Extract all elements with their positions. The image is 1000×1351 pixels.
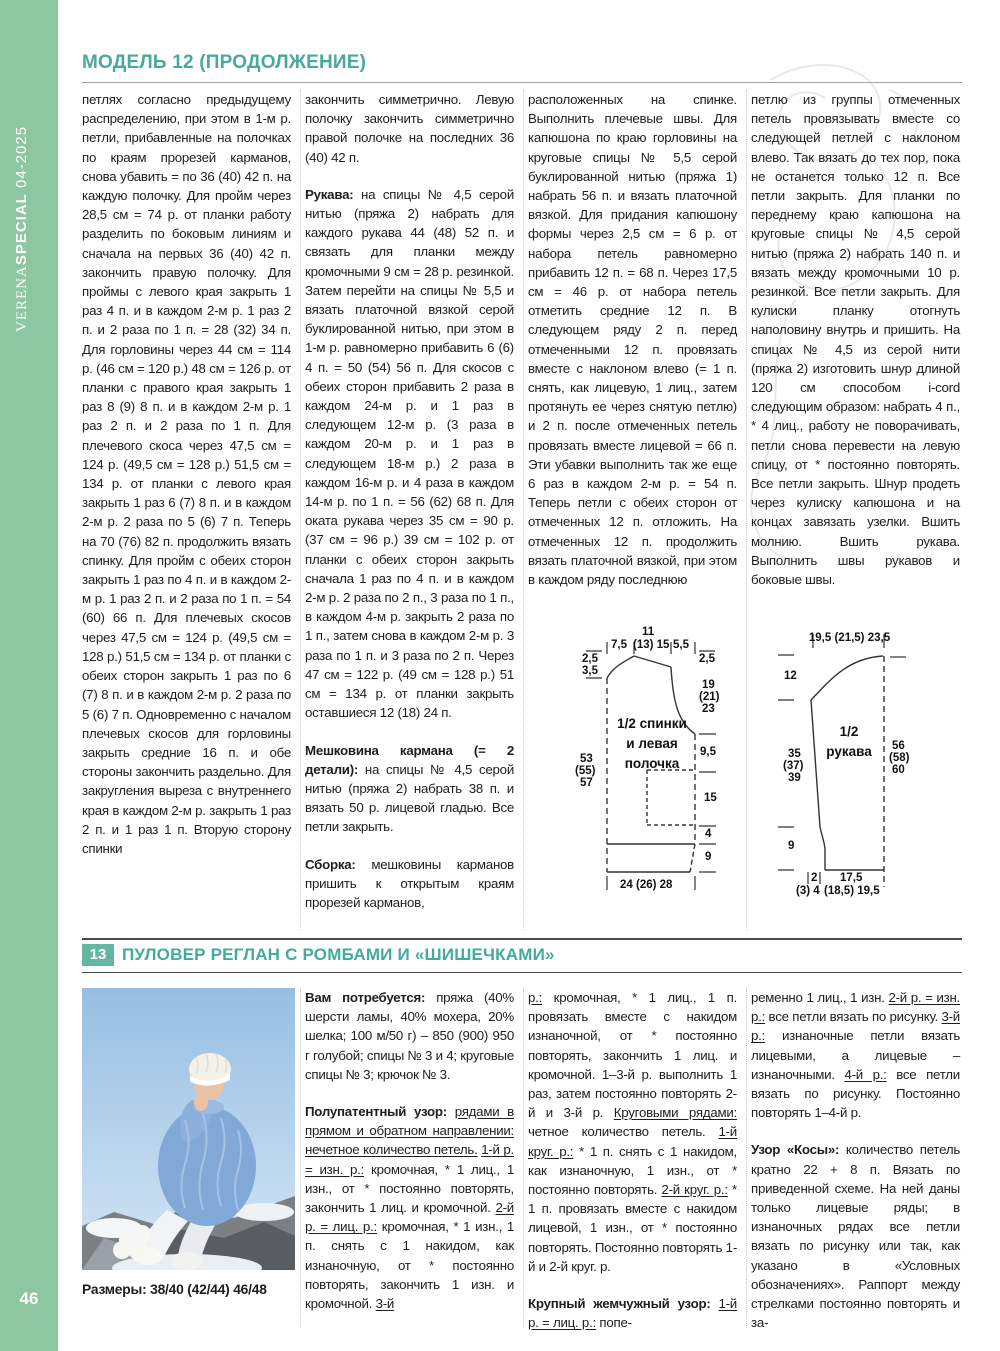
dim-label: 60 <box>892 764 905 776</box>
body-paragraph: р.: кромочная, * 1 лиц., 1 п. провязать вместе с накидом изнаночной, от * постоянно повторять, закончить 1 лиц. и кромочной. 1–3-й р. выполнить 1 раз, затем постоянно повторять 2-й и 3-й р. Круговыми рядами: четное количество петель. 1-й круг. р.: * 1 п. снять с 1 накидом, как изнаночную, 1 изн., от * постоянно повторять. 2-й круг. р.: * 1 п. провязать вместе с накидом лицевой, 1 изн., от * постоянно повторять. Постоянно повторять 1-й и 2-й круг. р. <box>528 990 737 1274</box>
dim-label: 2 <box>811 872 818 884</box>
dim-label: 11 <box>642 626 655 638</box>
dim-label: 35 <box>788 748 801 760</box>
dim-label: (21) <box>699 691 720 703</box>
body-paragraph: закончить симметрично. Левую полочку закончить симметрично правой полочке на последних 36 (40) 42 п. <box>305 92 514 165</box>
dim-label: 57 <box>580 777 593 789</box>
page-number: 46 <box>19 1289 39 1308</box>
column-separator <box>746 988 747 1328</box>
dim-label: 17,5 <box>840 872 863 884</box>
page-title: МОДЕЛЬ 12 (ПРОДОЛЖЕНИЕ) <box>82 52 367 73</box>
brand-special: SPECIAL <box>13 193 30 266</box>
piece-label <box>809 722 889 762</box>
dim-label: (13) 15 <box>633 639 670 651</box>
piece-label-line: рукава <box>826 744 872 759</box>
body-paragraph: Узор «Косы»: количество петель кратно 22 + 8 п. Вязать по приведенной схеме. На ней даны только лицевые ряды; в изнаночных рядах все петли вязать по рисунку или так, как указано в «Условных обозначениях». Раппорт между стрелками постоянно повторять и за- <box>751 1142 960 1331</box>
section-rule-top <box>82 938 962 940</box>
photo-caption <box>82 1280 295 1299</box>
magazine-brand <box>13 126 31 332</box>
column-separator <box>523 90 524 930</box>
column-separator <box>523 988 524 1328</box>
piece-label <box>606 714 698 774</box>
dim-label: 9 <box>788 840 795 852</box>
sizes-caption: Размеры: 38/40 (42/44) 46/48 <box>82 1282 267 1297</box>
dim-label: 53 <box>580 753 593 765</box>
dim-label: (58) <box>889 752 910 764</box>
body-paragraph: Сборка: мешковины карманов пришить к открытым краям прорезей карманов, <box>305 856 514 910</box>
column-1 <box>82 90 291 858</box>
column-4 <box>751 90 960 589</box>
dim-label: 19,5 (21,5) 23,5 <box>808 632 891 644</box>
dim-label: (18,5) 19,5 <box>824 885 880 897</box>
body-paragraph: петлях согласно предыдущему распределению, при этом в 1-м р. петли, прибавленные на полочках по краям прорезей карманов, снова убавить = по 36 (40) 42 п. на каждую полочку. Для пройм через 28,5 см = 74 р. от планки работу разделить по боковым линиям и сначала на первых 36 (40) 42 п. закончить правую полочку. Для проймы с левого края закрыть 1 раз 4 п. и в каждом 2-м р. 1 раз 2 п. и 2 раза по 1 п. = 28 (32) 34 п. Для горловины через 44 см = 114 р. (46 см = 120 р.) 48 см = 126 р. от планки с правого края закрыть 1 раз 8 (9) 8 п. и в каждом 2-м р. 1 раз 2 п. и 2 раза по 1 п. Для плечевого скоса через 47,5 см = 124 р. (49,5 см = 128 р.) 51,5 см = 134 р. от планки с левого края закрыть 1 раз 6 (7) 8 п. и в каждом 2-м р. 2 раза по 5 (6) 7 п. Теперь на 70 (76) 82 п. продолжить вязать спинку. Для пройм с обеих сторон закрыть 1 раз по 4 п. и в каждом 2-м р. 1 раз 2 п. и 2 раза по 1 п. = 54 (60) 66 п. Для плечевых скосов через 47,5 см = 124 р. (49,5 см = 128 р.) 51,5 см = 134 р. от планки с обеих сторон закрыть 1 раз по 6 (7) 8 п. и в каждом 2-м р. 2 раза по 5 (6) 7 п. Одновременно с началом плечевых скосов для горловины закрыть средние 16 п. и обе стороны закончить раздельно. Для закругления выреза с внутреннего края в каждом 2-м р. закрыть 1 раз 2 п. и 1 раз 1 п. Вторую сторону спинки <box>82 92 291 856</box>
dim-label: (55) <box>575 765 596 777</box>
dim-label: 19 <box>702 679 715 691</box>
body-paragraph: Полупатентный узор: рядами в прямом и обратном направлении: нечетное количество петель. 1-й р. = изн. р.: кромочная, * 1 лиц., 1 изн., от * постоянно повторять, закончить 1 лиц. и кромочной. 2-й р. = лиц. р.: кромочная, * 1 изн., 1 п. снять с 1 накидом, как изнаночную, от * постоянно повторять, закончить 1 изн. и кромочной. 3-й <box>305 1104 515 1312</box>
model-number-badge: 13 <box>82 944 114 966</box>
dim-label: 12 <box>784 670 797 682</box>
section-rule-bottom <box>82 972 962 973</box>
brand-verena: VERENA <box>14 265 30 332</box>
piece-label-line: полочка <box>624 756 680 771</box>
column-2-lower <box>305 988 514 1313</box>
dim-label: 56 <box>892 740 905 752</box>
column-4-lower <box>751 988 960 1332</box>
dim-label: 9,5 <box>700 746 716 758</box>
column-2 <box>305 90 514 912</box>
column-3 <box>528 90 737 589</box>
schematic-sleeve <box>772 622 972 912</box>
dim-label: 5,5 <box>673 639 689 651</box>
section-title: ПУЛОВЕР РЕГЛАН С РОМБАМИ И «ШИШЕЧКАМИ» <box>122 945 555 964</box>
dim-label: 2,5 <box>699 653 715 665</box>
body-paragraph: Мешковина кармана (= 2 детали): на спицы № 4,5 серой нитью (пряжа 2) набрать 38 п. и вязать 50 р. лицевой гладью. Все петли закрыть. <box>305 742 514 835</box>
dim-label: 2,5 <box>582 653 598 665</box>
body-paragraph: ременно 1 лиц., 1 изн. 2-й р. = изн. р.: все петли вязать по рисунку. 3-й р.: изнаночные петли вязать лицевыми, а лицевые – изнаночными. 4-й р.: все петли вязать по рисунку. Постоянно повторять 1–4-й р. <box>751 990 960 1121</box>
dim-label: 4 <box>705 828 712 840</box>
dim-label: (37) <box>783 760 804 772</box>
column-3-lower <box>528 988 737 1332</box>
model-photo <box>82 988 295 1270</box>
dim-label: 15 <box>704 792 717 804</box>
piece-label-line: 1/2 <box>839 724 859 739</box>
column-separator <box>300 988 301 1328</box>
brand-issue: 04-2025 <box>13 125 30 188</box>
dim-label: 9 <box>705 851 712 863</box>
body-paragraph: расположенных на спинке. Выполнить плечевые швы. Для капюшона по краю горловины на круговые спицы № 5,5 серой буклированной нитью (пряжа 1) набрать 56 п. и вязать платочной вязкой. Для придания капюшону формы через 2,5 см = 6 р. от набора петель равномерно прибавить 12 п. = 68 п. Через 17,5 см = 46 р. от набора петель отметить средние 12 п. В следующем ряду 2 п. перед отмеченными 12 п. провязать вместе с наклоном влево (= 1 п. снять, как лицевую, 1 лиц., затем протянуть ее через снятую петлю) и 2 п. после отмеченных петель провязать вместе лицевой = 66 п. Эти убавки выполнить так же еще 6 раз в каждом 2-м р. = 54 п. Теперь петли с обеих сторон от отмеченных 12 п. отложить. На отмеченных 12 п. продолжить вязать платочной вязкой, при этом в каждом ряду последнюю <box>528 92 737 588</box>
dim-label: 7,5 <box>611 639 627 651</box>
dim-label: (3) 4 <box>796 885 820 897</box>
dim-label: 3,5 <box>582 665 598 677</box>
body-paragraph: петлю из группы отмеченных петель провязывать вместе со следующей петлей с наклоном влево. Так вязать до тех пор, пока не останется только 12 п. Все петли закрыть. Для планки по переднему краю капюшона на круговые спицы № 4,5 серой нитью (пряжа 2) набрать 140 п. и вязать между кромочными 10 р. резинкой. Все петли закрыть. Для кулиски планку отогнуть наполовину внутрь и пришить. На спицах № 4,5 из серой нити (пряжа 2) изготовить шнур длиной 120 см способом i-cord следующим образом: набрать 4 п., * 4 лиц., работу не поворачивать, петли снова перевести на левую спицу, от * постоянно повторять. Все петли закрыть. Шнур продеть через кулиску капюшона и на концах завязать узелки. Вшить молнию. Вшить рукава. Выполнить швы рукавов и боковые швы. <box>751 92 960 588</box>
header-rule <box>82 82 962 83</box>
body-paragraph: Рукава: на спицы № 4,5 серой нитью (пряжа 2) набрать для каждого рукава 44 (48) 52 п. и связать для планки между кромочными 9 см = 28 р. резинкой. Затем перейти на спицы № 5,5 и вязать платочной вязкой серой буклированной нитью, при этом в 1-м р. равномерно прибавить 6 (6) 4 п. = 50 (54) 56 п. Для скосов с обеих сторон прибавить 2 раза в каждом 24-м р. и 1 раз в следующем 12-м р. (3 раза в каждом 20-м р. и 1 раз в следующем 18-м р.) 2 раза в каждом 16-м р. и 4 раза в каждом 14-м р. по 1 п. = 56 (62) 68 п. Для оката рукава через 35 см = 90 р. (37 см = 96 р.) 39 см = 102 р. от планки с обеих сторон закрыть сначала 1 раз по 4 п. и в каждом 2-м р. 2 раза по 2 п., 3 раза по 1 п., в каждом 4-м р. закрыть 2 раза по 1 п., затем снова в каждом 2-м р. 3 раза по 1 п. и 3 раза по 2 п. Через 47 см = 122 р. (49 см = 128 р.) 51 см = 134 р. от планки закрыть оставшиеся 12 (18) 24 п. <box>305 186 514 721</box>
dim-label: 23 <box>702 703 715 715</box>
piece-label-line: и левая <box>626 736 678 751</box>
column-separator <box>300 90 301 930</box>
piece-label-line: 1/2 спинки <box>617 716 687 731</box>
dim-label: 39 <box>788 772 801 784</box>
schematic-back-front <box>558 622 758 912</box>
body-paragraph: Вам потребуется: пряжа (40% шерсти ламы, 40% мохера, 20% шелка; 100 м/50 г) – 850 (900) 950 г голубой; спицы № 3 и 4; круговые спицы № 3; крючок № 3. <box>305 990 514 1082</box>
body-paragraph: Крупный жемчужный узор: 1-й р. = лиц. р.: попе- <box>528 1296 737 1331</box>
dim-label: 24 (26) 28 <box>620 879 673 891</box>
